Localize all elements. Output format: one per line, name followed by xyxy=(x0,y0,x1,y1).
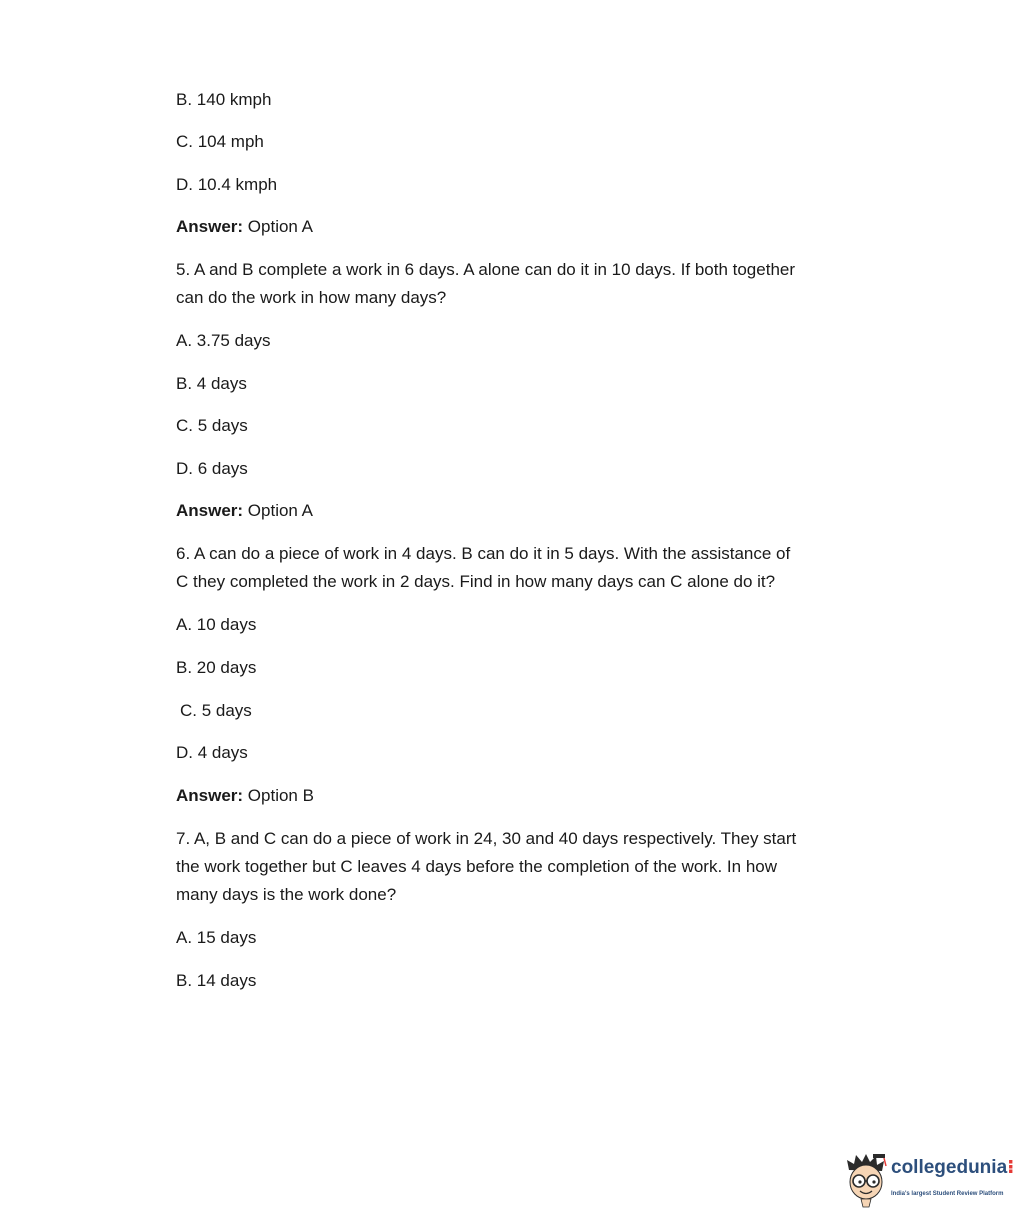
question-5-line-1: 5. A and B complete a work in 6 days. A alone can do it in 10 days. If both together xyxy=(176,260,796,279)
option-c-q6: C. 5 days xyxy=(180,701,252,720)
option-b-q7: B. 14 days xyxy=(176,971,257,990)
logo-wordmark: collegedunia⁝ xyxy=(891,1157,1015,1178)
answer-label: Answer: xyxy=(176,217,244,236)
option-b-q4: B. 140 kmph xyxy=(176,90,272,109)
answer-label: Answer: xyxy=(176,501,244,520)
logo-tagline: India's largest Student Review Platform xyxy=(891,1191,1004,1197)
question-6-line-2: C they completed the work in 2 days. Find in how many days can C alone do it? xyxy=(176,572,776,591)
option-c-q4: C. 104 mph xyxy=(176,132,264,151)
answer-q5 xyxy=(176,501,313,521)
answer-value: Option A xyxy=(243,217,314,236)
answer-q4 xyxy=(176,217,313,237)
option-d-q5: D. 6 days xyxy=(176,459,248,478)
question-7-line-1: 7. A, B and C can do a piece of work in 24, 30 and 40 days respectively. They start xyxy=(176,829,797,848)
question-6-line-1: 6. A can do a piece of work in 4 days. B can do it in 5 days. With the assistance of xyxy=(176,544,791,563)
mascot-icon xyxy=(843,1152,889,1208)
answer-q6 xyxy=(176,786,314,806)
option-a-q7: A. 15 days xyxy=(176,928,257,947)
option-b-q6: B. 20 days xyxy=(176,658,257,677)
answer-value: Option A xyxy=(243,501,314,520)
option-a-q5: A. 3.75 days xyxy=(176,331,271,350)
answer-label: Answer: xyxy=(176,786,244,805)
question-7-line-2: the work together but C leaves 4 days before the completion of the work. In how xyxy=(176,857,778,876)
option-a-q6: A. 10 days xyxy=(176,615,257,634)
option-d-q6: D. 4 days xyxy=(176,743,248,762)
question-5-line-2: can do the work in how many days? xyxy=(176,288,447,307)
answer-value: Option B xyxy=(243,786,314,805)
option-c-q5: C. 5 days xyxy=(176,416,248,435)
option-b-q5: B. 4 days xyxy=(176,374,247,393)
question-7-line-3: many days is the work done? xyxy=(176,885,397,904)
option-d-q4: D. 10.4 kmph xyxy=(176,175,278,194)
collegedunia-logo xyxy=(843,1150,1018,1210)
